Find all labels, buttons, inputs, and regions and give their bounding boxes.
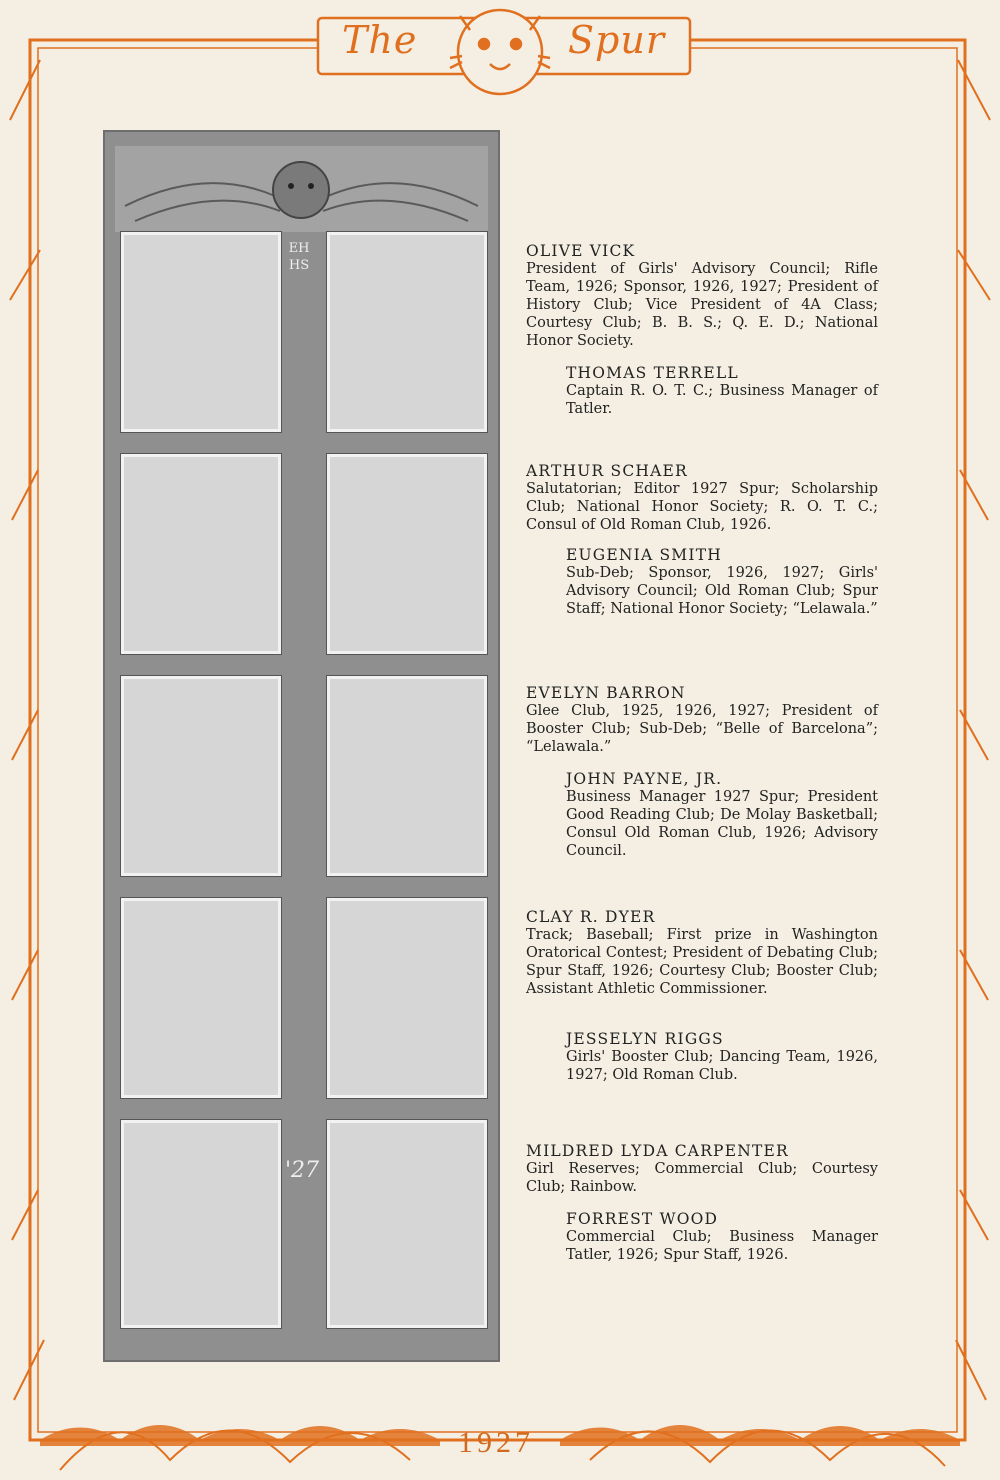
entry-eugenia-smith bbox=[566, 546, 878, 618]
entry-name: CLAY R. DYER bbox=[526, 908, 656, 926]
entry-description: Glee Club, 1925, 1926, 1927; President of Booster Club; Sub-Deb; “Belle of Barcelona”; “Lelawala.” bbox=[526, 703, 878, 755]
portrait-eugenia-smith bbox=[327, 454, 487, 654]
portrait-evelyn-barron bbox=[121, 676, 281, 876]
entry-description: Salutatorian; Editor 1927 Spur; Scholarship Club; National Honor Society; R. O. T. C.; Consul of Old Roman Club, 1926. bbox=[526, 481, 878, 533]
entry-description: Girls' Booster Club; Dancing Team, 1926, 1927; Old Roman Club. bbox=[566, 1049, 878, 1083]
portrait-thomas-terrell bbox=[327, 232, 487, 432]
school-monogram: EHHS bbox=[288, 241, 310, 273]
entry-name: JESSELYN RIGGS bbox=[566, 1030, 724, 1048]
header-title-right: Spur bbox=[568, 18, 665, 62]
header-title-left: The bbox=[342, 18, 418, 62]
entry-clay-dyer bbox=[526, 908, 878, 998]
entry-jesselyn-riggs bbox=[566, 1030, 878, 1084]
portrait-clay-dyer bbox=[121, 898, 281, 1098]
entry-olive-vick bbox=[526, 242, 878, 350]
portrait-olive-vick bbox=[121, 232, 281, 432]
entry-mildred-carpenter bbox=[526, 1142, 878, 1196]
portrait-mildred-carpenter bbox=[121, 1120, 281, 1328]
entry-name: JOHN PAYNE, JR. bbox=[566, 770, 723, 788]
entry-name: THOMAS TERRELL bbox=[566, 364, 739, 382]
class-year-mark: '27 bbox=[285, 1158, 320, 1183]
entry-forrest-wood bbox=[566, 1210, 878, 1264]
portrait-john-payne bbox=[327, 676, 487, 876]
entry-name: ARTHUR SCHAER bbox=[526, 462, 688, 480]
entry-name: EVELYN BARRON bbox=[526, 684, 686, 702]
entry-name: OLIVE VICK bbox=[526, 242, 636, 260]
entry-description: Girl Reserves; Commercial Club; Courtesy Club; Rainbow. bbox=[526, 1161, 878, 1195]
page-header bbox=[318, 14, 690, 74]
entry-description: Sub-Deb; Sponsor, 1926, 1927; Girls' Advisory Council; Old Roman Club; Spur Staff; National Honor Society; “Lelawala.” bbox=[566, 565, 878, 617]
tiger-crest-icon bbox=[115, 146, 488, 232]
entry-description: Business Manager 1927 Spur; President Good Reading Club; De Molay Basketball; Consul Old Roman Club, 1926; Advisory Council. bbox=[566, 789, 878, 859]
entry-name: MILDRED LYDA CARPENTER bbox=[526, 1142, 789, 1160]
entry-name: FORREST WOOD bbox=[566, 1210, 719, 1228]
entry-description: Commercial Club; Business Manager Tatler, 1926; Spur Staff, 1926. bbox=[566, 1229, 878, 1263]
portrait-arthur-schaer bbox=[121, 454, 281, 654]
entry-description: Track; Baseball; First prize in Washington Oratorical Contest; President of Debating Club; Spur Staff, 1926; Courtesy Club; Booster Club; Assistant Athletic Commissioner. bbox=[526, 927, 878, 997]
entry-thomas-terrell bbox=[566, 364, 878, 418]
photo-panel bbox=[103, 130, 500, 1362]
entry-name: EUGENIA SMITH bbox=[566, 546, 722, 564]
portrait-jesselyn-riggs bbox=[327, 898, 487, 1098]
entry-description: Captain R. O. T. C.; Business Manager of Tatler. bbox=[566, 383, 878, 417]
entry-john-payne bbox=[566, 770, 878, 860]
footer-year: 1927 bbox=[458, 1426, 534, 1459]
entry-arthur-schaer bbox=[526, 462, 878, 534]
portrait-forrest-wood bbox=[327, 1120, 487, 1328]
entry-description: President of Girls' Advisory Council; Rifle Team, 1926; Sponsor, 1926, 1927; President of History Club; Vice President of 4A Class; Courtesy Club; B. B. S.; Q. E. D.; National Honor Society. bbox=[526, 261, 878, 349]
entry-evelyn-barron bbox=[526, 684, 878, 756]
